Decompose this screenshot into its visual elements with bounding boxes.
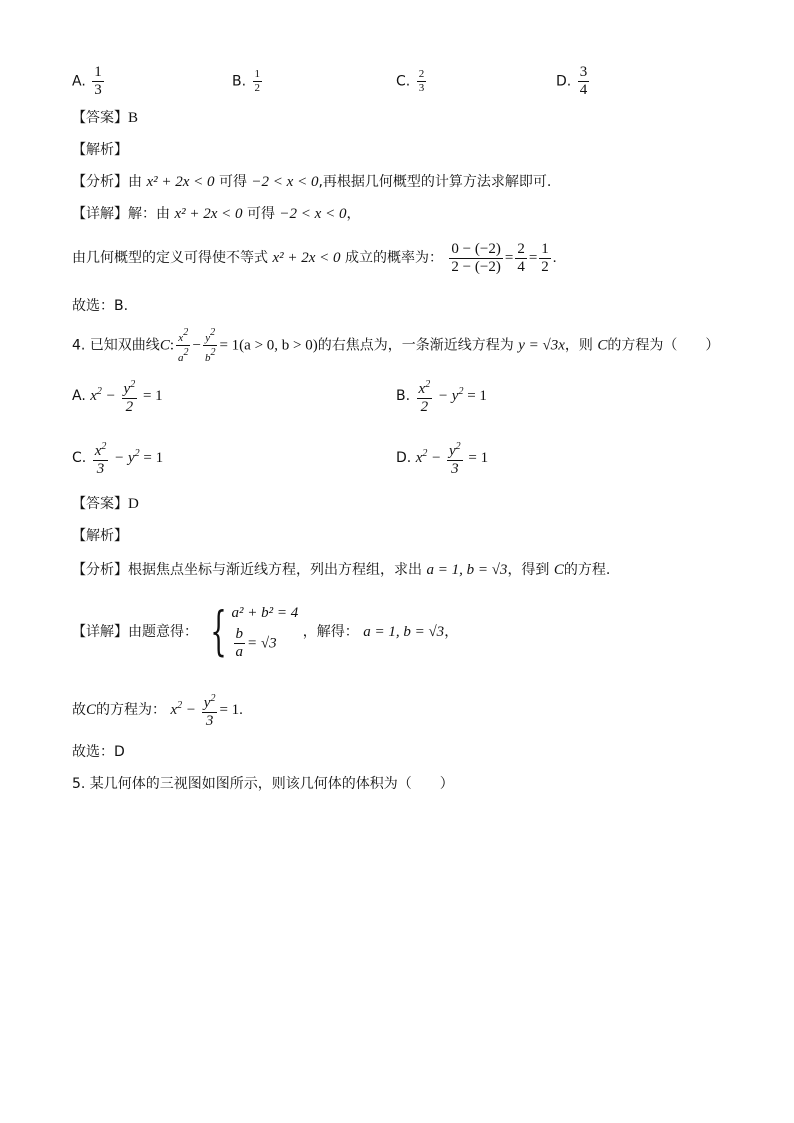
q3-option-c: C. $\frac{2}{3}$ [396,68,425,94]
prob-fraction-3: $\frac{1}{2}$ [541,240,549,275]
q4-option-a: A. $x^2$ − $\frac{y^2}{2}$ = 1 [72,376,163,416]
q4-explain-label: 【解析】 [72,528,128,544]
q3-probability: 由几何概型的定义可得使不等式 x² + 2x < 0 成立的概率为： $\frac{0 - (-2)}{2 - (-2)}$ = $\frac{2}{4}$ = $\frac{1}{2}$ . [72,240,557,275]
q3-explain-label: 【解析】 [72,142,128,158]
q4-answer: 【答案】D [72,496,139,512]
q3-detail: 【详解】解：由 x² + 2x < 0 可得 −2 < x < 0， [72,206,361,222]
q4-choice: 故选：D [72,744,125,760]
q4-option-b: B. $\frac{x^2}{2}$ − $y^2 = 1$ [396,376,487,416]
q5-stem: 5. 某几何体的三视图如图所示，则该几何体的体积为（ ） [72,776,454,792]
q3-option-a: A. $\frac{1}{3}$ [72,64,102,98]
prob-fraction-2: $\frac{2}{4}$ [517,240,525,275]
q3-analysis: 【分析】由 x² + 2x < 0 可得 −2 < x < 0,再根据几何概型的计算方法求解即可. [72,174,552,190]
q3-choice: 故选：B. [72,298,129,314]
q4-option-d: D. $x^2$ − $\frac{y^2}{3}$ = 1 [396,438,488,478]
q3-answer: 【答案】B [72,110,139,126]
q4-detail: 【详解】由题意得： { a² + b² = 4 $\frac{b}{a}$ = √3 ，解得： a = 1, b = √3， [72,602,459,662]
prob-fraction-1: $\frac{0 - (-2)}{2 - (-2)}$ [451,240,501,275]
q4-option-c: C. $\frac{x^2}{3}$ − $y^2 = 1$ [72,438,163,478]
q4-conclusion: 故C的方程为： $x^2$ − $\frac{y^2}{3}$ = 1. [72,688,243,730]
q4-analysis: 【分析】根据焦点坐标与渐近线方程，列出方程组，求出 a = 1, b = √3，得到 C的方程. [72,562,611,578]
q3-option-d: D. $\frac{3}{4}$ [556,64,588,98]
q3-option-b: B. $\frac{1}{2}$ [232,68,261,94]
q4-stem: 4. 已知双曲线C: $\frac{x2}{a2}$ − $\frac{y2}{b2}$ = 1(a > 0, b > 0)的右焦点为，一条渐近线方程为 y = √3x，则 C的方程为（ ） [72,327,720,364]
equation-system: { a² + b² = 4 $\frac{b}{a}$ = √3 [210,602,299,662]
